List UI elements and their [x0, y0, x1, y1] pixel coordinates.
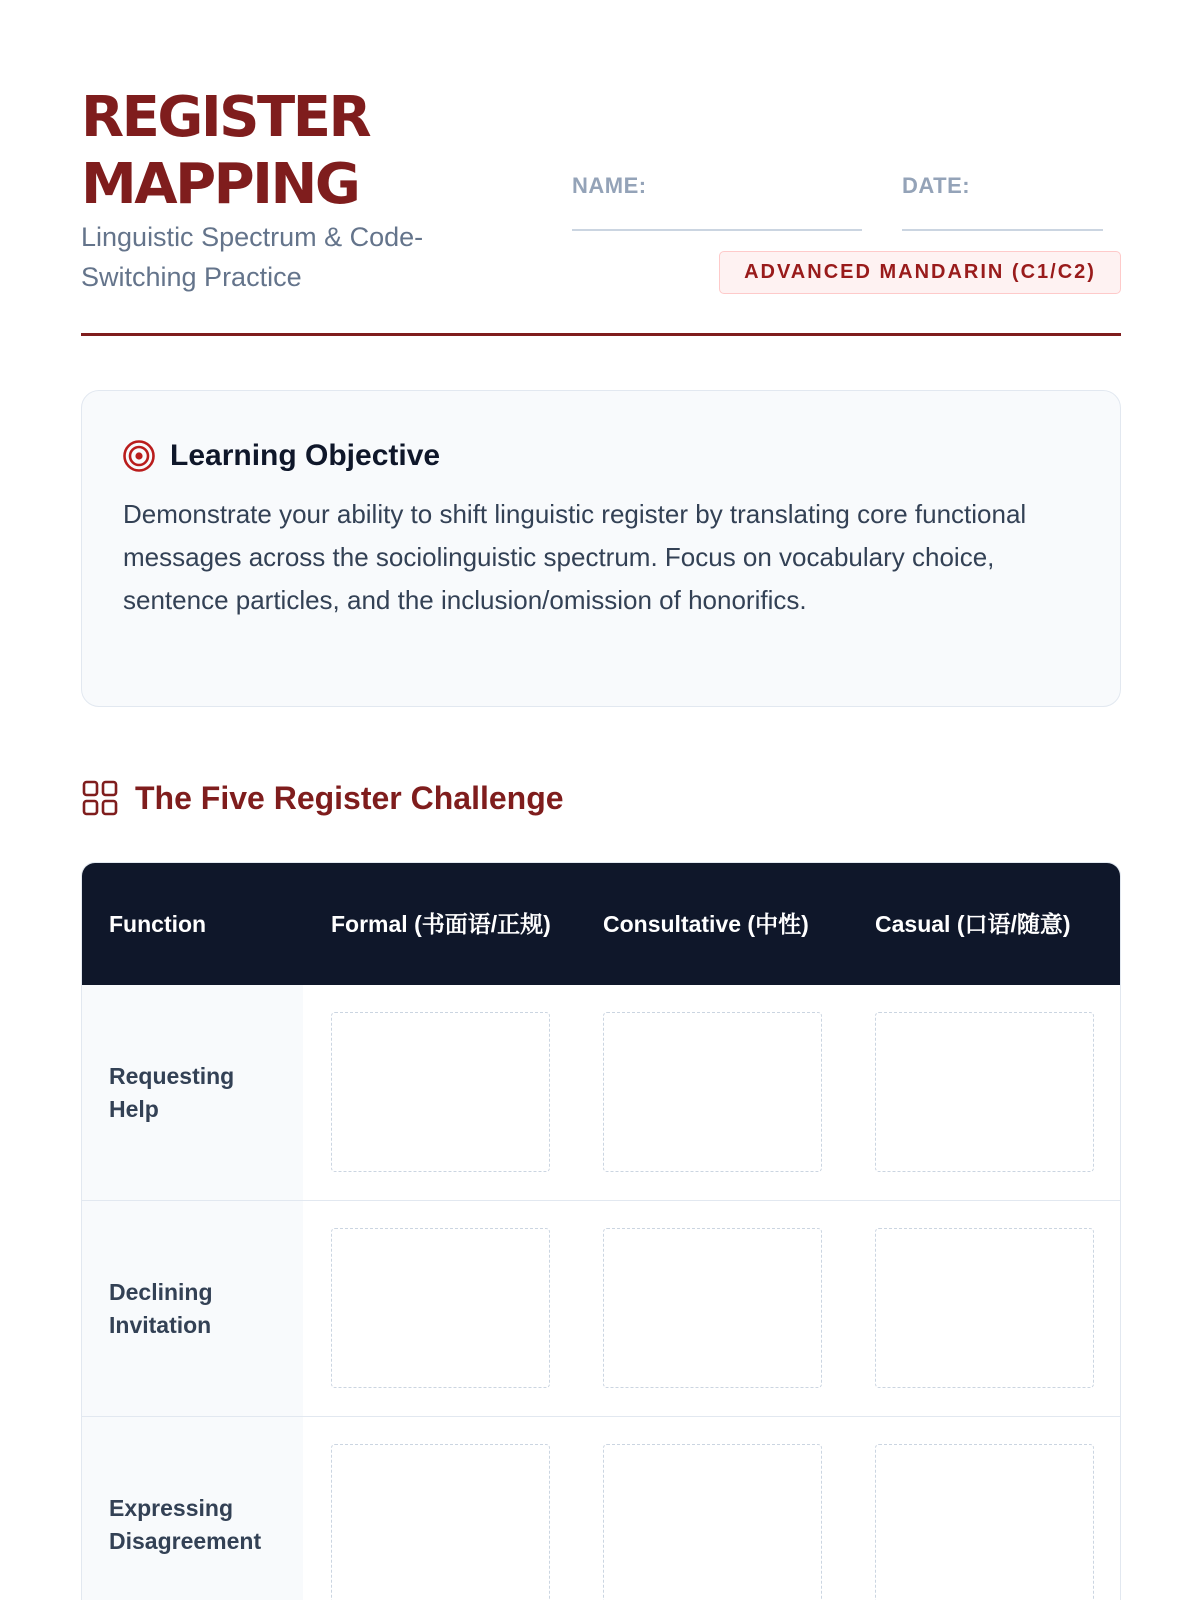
- name-field[interactable]: [572, 229, 862, 231]
- worksheet-header: [81, 84, 1121, 336]
- casual-answer-box[interactable]: [875, 1444, 1094, 1600]
- objective-text: Demonstrate your ability to shift linguistic register by translating core functional messages across the sociolinguistic spectrum. Focus on vocabulary choice, sentence particles, and the inclusion/omission of honorifics.: [123, 499, 1027, 615]
- row-function-text: Expressing Disagreement: [109, 1494, 262, 1554]
- row-label-requesting-help: [82, 985, 303, 1200]
- table-row: [82, 1201, 1121, 1417]
- table-row: [82, 1417, 1121, 1600]
- row-label-expressing-disagreement: [82, 1417, 303, 1600]
- table-header: [82, 863, 1121, 985]
- row-label-declining-invitation: [82, 1201, 303, 1416]
- row-function-text: Declining Invitation: [109, 1278, 213, 1338]
- consultative-answer-box[interactable]: [603, 1228, 822, 1388]
- column-header-consultative: Consultative (中性): [603, 910, 809, 937]
- objective-title: Learning Objective: [170, 439, 441, 472]
- date-label: DATE:: [902, 173, 971, 198]
- consultative-answer-box[interactable]: [603, 1012, 822, 1172]
- casual-answer-box[interactable]: [875, 1012, 1094, 1172]
- formal-answer-box[interactable]: [331, 1444, 550, 1600]
- formal-answer-box[interactable]: [331, 1012, 550, 1172]
- title-line-1: REGISTER: [81, 85, 370, 150]
- table-row: [82, 985, 1121, 1201]
- consultative-answer-box[interactable]: [603, 1444, 822, 1600]
- column-header-formal: Formal (书面语/正规): [331, 910, 551, 937]
- column-header-function: Function: [109, 910, 207, 937]
- grid-icon: [82, 780, 118, 816]
- casual-answer-box[interactable]: [875, 1228, 1094, 1388]
- date-field[interactable]: [902, 229, 1103, 231]
- page-subtitle: Linguistic Spectrum & Code-Switching Practice: [81, 222, 424, 292]
- learning-objective-card: [81, 390, 1121, 707]
- formal-answer-box[interactable]: [331, 1228, 550, 1388]
- page-title: [81, 84, 369, 218]
- row-function-text: Requesting Help: [109, 1062, 235, 1122]
- column-header-casual: Casual (口语/随意): [875, 910, 1071, 937]
- title-line-2: MAPPING: [81, 152, 359, 217]
- header-divider: [81, 333, 1121, 336]
- level-badge: ADVANCED MANDARIN (C1/C2): [719, 251, 1121, 294]
- section-title: The Five Register Challenge: [135, 780, 564, 816]
- register-table: [81, 862, 1121, 1600]
- name-label: NAME:: [572, 173, 647, 198]
- target-icon: [122, 439, 156, 473]
